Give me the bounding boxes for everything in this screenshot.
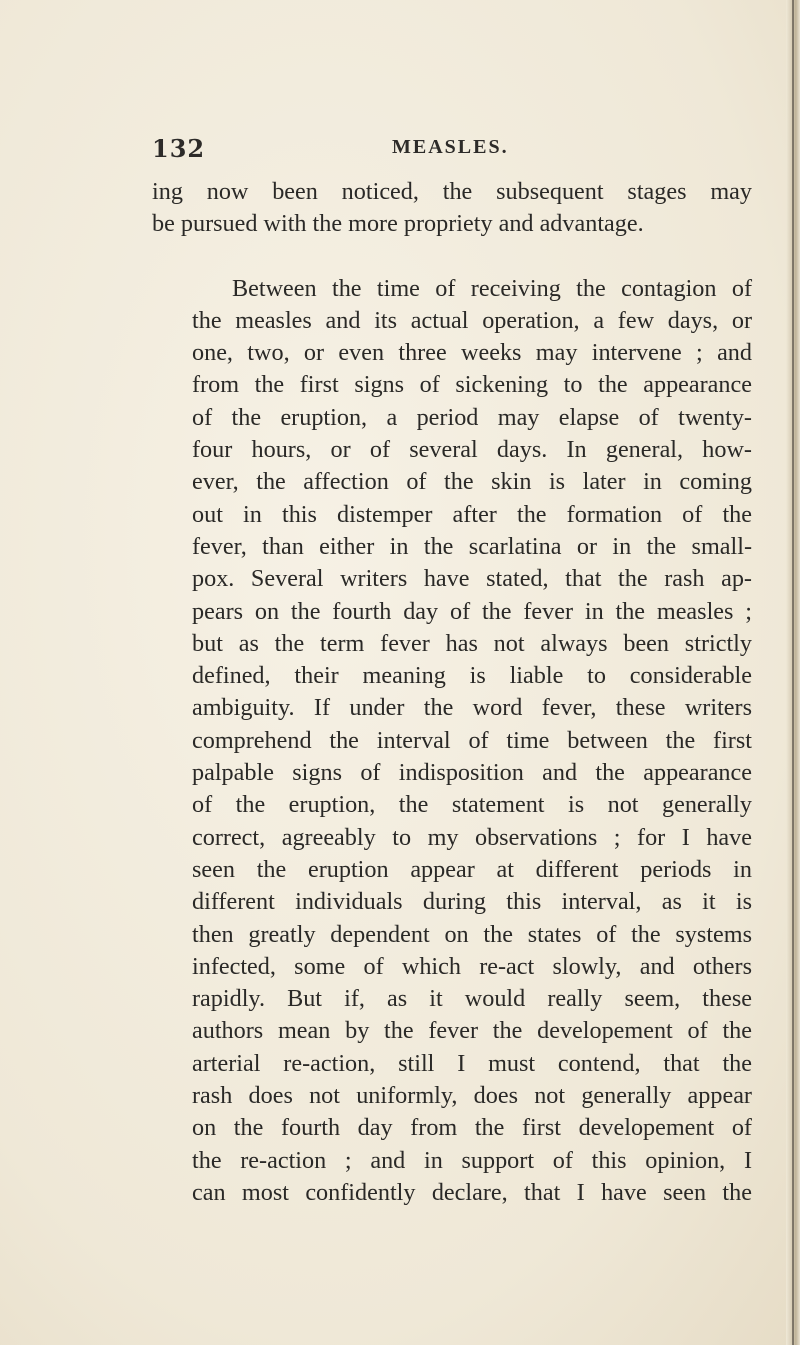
text-line: of the eruption, a period may elapse of twenty- xyxy=(192,403,752,431)
text-line: pox. Several writers have stated, that the rash ap- xyxy=(192,565,752,593)
paragraph-2 xyxy=(152,273,752,1210)
paragraph-1 xyxy=(152,176,752,241)
text-line: fever, than either in the scarlatina or in the small- xyxy=(192,532,752,560)
text-line: the measles and its actual operation, a few days, or xyxy=(192,306,752,334)
running-head: MEASLES. xyxy=(392,136,509,158)
text-line: arterial re-action, still I must contend, that the xyxy=(192,1049,752,1077)
text-line: palpable signs of indisposition and the appearance xyxy=(192,759,752,787)
page-number: 132 xyxy=(152,134,206,163)
text-line: pears on the fourth day of the fever in the measles ; xyxy=(192,597,752,625)
text-line: the re-action ; and in support of this opinion, I xyxy=(192,1146,752,1174)
text-line: infected, some of which re-act slowly, and others xyxy=(192,952,752,980)
text-line: out in this distemper after the formation of the xyxy=(192,500,752,528)
text-line: ambiguity. If under the word fever, these writers xyxy=(192,694,752,722)
text-line: defined, their meaning is liable to considerable xyxy=(192,662,752,690)
text-line: on the fourth day from the first developement of xyxy=(192,1114,752,1142)
text-line: then greatly dependent on the states of the systems xyxy=(192,920,752,948)
text-line: be pursued with the more propriety and advantage. xyxy=(152,210,644,238)
text-line: comprehend the interval of time between the first xyxy=(192,726,752,754)
text-line: four hours, or of several days. In general, how- xyxy=(192,436,752,464)
text-line: ever, the affection of the skin is later in coming xyxy=(192,468,752,496)
text-line: Between the time of receiving the contagion of xyxy=(232,274,752,302)
text-line: ing now been noticed, the subsequent stages may xyxy=(152,178,752,205)
text-line: authors mean by the fever the developement of the xyxy=(192,1017,752,1045)
text-line: different individuals during this interval, as it is xyxy=(192,888,752,916)
text-line: of the eruption, the statement is not generally xyxy=(192,791,752,819)
text-line: rash does not uniformly, does not generally appear xyxy=(192,1082,752,1110)
text-line: one, two, or even three weeks may intervene ; and xyxy=(192,339,752,367)
text-line: rapidly. But if, as it would really seem, these xyxy=(192,985,752,1013)
text-line: can most confidently declare, that I have seen the xyxy=(192,1178,752,1206)
page-edge-line xyxy=(792,0,794,1345)
page-header xyxy=(152,134,712,164)
text-line: seen the eruption appear at different periods in xyxy=(192,855,752,883)
text-line: but as the term fever has not always been strictly xyxy=(192,629,752,657)
text-line: correct, agreeably to my observations ; for I have xyxy=(192,823,752,851)
body-text xyxy=(152,176,752,1209)
text-line: from the first signs of sickening to the appearance xyxy=(192,371,752,399)
